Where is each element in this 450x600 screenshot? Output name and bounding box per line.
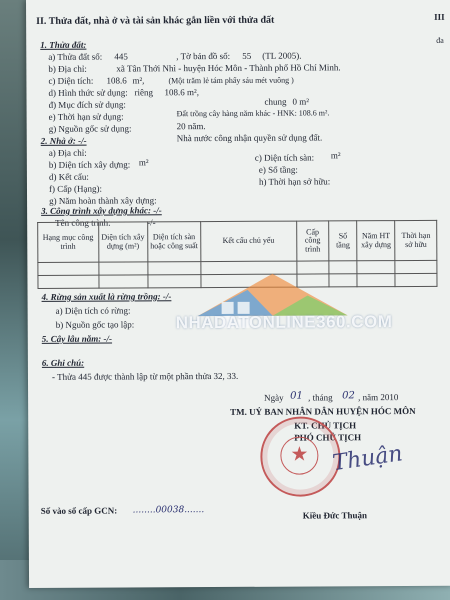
map-sheet-label: , Tờ bản đồ số: [176,50,231,62]
term-label: e) Thời hạn sử dụng: [48,111,124,122]
certificate-page [26,0,450,588]
house-build-area-label: b) Diện tích xây dựng: [48,159,131,170]
term-value: 20 năm. [176,121,206,132]
handwritten-signature: Thuận [330,441,405,477]
col-floors: Số tầng [329,221,358,261]
col-grade: Cấp công trình [296,221,328,261]
other-heading: 3. Công trình xây dựng khác: -/- [41,205,162,216]
house-floor-area-label: c) Diện tích sàn: [254,152,315,163]
gcn-number-value: ........00038....... [132,505,205,516]
signer-kt: KT. CHỦ TỊCH [294,420,357,431]
construction-name-label: Tên công trình: [55,217,111,228]
common-value: 0 m² [292,96,310,107]
house-floor-area-unit: m² [330,150,341,161]
right-edge-text: đa [436,35,444,45]
page-tag: III [434,11,445,22]
usage-form-label: d) Hình thức sử dụng: [48,87,128,98]
col-build-area: Diện tích xây dựng (m²) [98,222,147,262]
area-words: (Một trăm lẻ tám phẩy sáu mét vuông ) [168,75,294,86]
land-number-label: a) Thửa đất số: [48,51,103,62]
signer-org: TM. UỶ BAN NHÂN DÂN HUYỆN HÓC MÔN [230,405,416,417]
area-unit: m², [132,75,145,86]
forest-heading: 4. Rừng sản xuất là rừng trồng: -/- [41,291,172,302]
col-year: Năm HT xây dựng [357,221,395,261]
star-icon: ★ [280,436,318,474]
house-heading: 2. Nhà ở: -/- [40,135,87,146]
land-number-value: 445 [114,51,128,62]
map-sheet-note: (TL 2005). [262,50,302,61]
date-day: 01 [290,390,303,402]
section-title: II. Thửa đất, nhà ở và tài sản khác gắn liền với thửa đất [36,14,275,27]
date-month: 02 [342,390,355,402]
col-category: Hạng mục công trình [38,222,99,262]
origin-label: g) Nguồn gốc sử dụng: [48,123,132,134]
house-floors-label: e) Số tầng: [258,164,298,175]
notes-heading: 6. Ghi chú: [41,357,85,368]
forest-area-label: a) Diện tích có rừng: [55,305,131,316]
signer-name: Kiều Đức Thuận [302,510,367,521]
house-year-label: g) Năm hoàn thành xây dựng: [49,195,157,206]
date-month-label: , tháng [308,392,333,403]
purpose-value: Đất trồng cây hàng năm khác - HNK: 108.6 m². [176,108,330,119]
col-term: Thời hạn sở hữu [395,220,437,260]
notes-text: - Thửa 445 được thành lập từ một phần thửa 32, 33. [51,370,239,382]
date-prefix: Ngày [264,392,284,403]
house-term-label: h) Thời hạn sở hữu: [258,176,331,187]
forest-origin-label: b) Nguồn gốc tạo lập: [55,319,135,330]
date-year: , năm 2010 [358,392,399,403]
watermark-text: NHADATONLINE360.COM [175,312,393,333]
address-value: xã Tân Thới Nhì - huyện Hóc Môn - Thành phố Hồ Chí Minh. [116,62,341,74]
house-grade-label: f) Cấp (Hạng): [48,183,102,194]
map-sheet-value: 55 [242,50,252,61]
land-heading: 1. Thửa đất: [40,39,87,50]
gcn-number-label: Số vào sổ cấp GCN: [40,505,118,516]
col-floor-area: Diện tích sàn hoặc công suất [147,222,200,262]
purpose-label: đ) Mục đích sử dụng: [48,99,126,110]
area-label: c) Diện tích: [48,75,94,86]
address-label: b) Địa chỉ: [48,63,87,74]
common-label: chung [264,96,287,107]
origin-value: Nhà nước công nhận quyền sử dụng đất. [176,132,323,144]
perennial-heading: 5. Cây lâu năm: -/- [41,333,113,344]
house-build-area-unit: m² [138,157,149,168]
usage-form-value: riêng [134,87,154,98]
signer-role: PHÓ CHỦ TỊCH [294,432,362,443]
house-address-label: a) Địa chỉ: [48,147,87,158]
area-value: 108.6 [106,75,127,86]
construction-name-value: -/- [147,217,156,228]
red-seal-stamp [260,416,340,496]
usage-form-area: 108.6 m², [164,87,199,98]
house-structure-label: d) Kết cấu: [48,171,89,182]
col-structure: Kết cấu chủ yếu [200,221,296,262]
